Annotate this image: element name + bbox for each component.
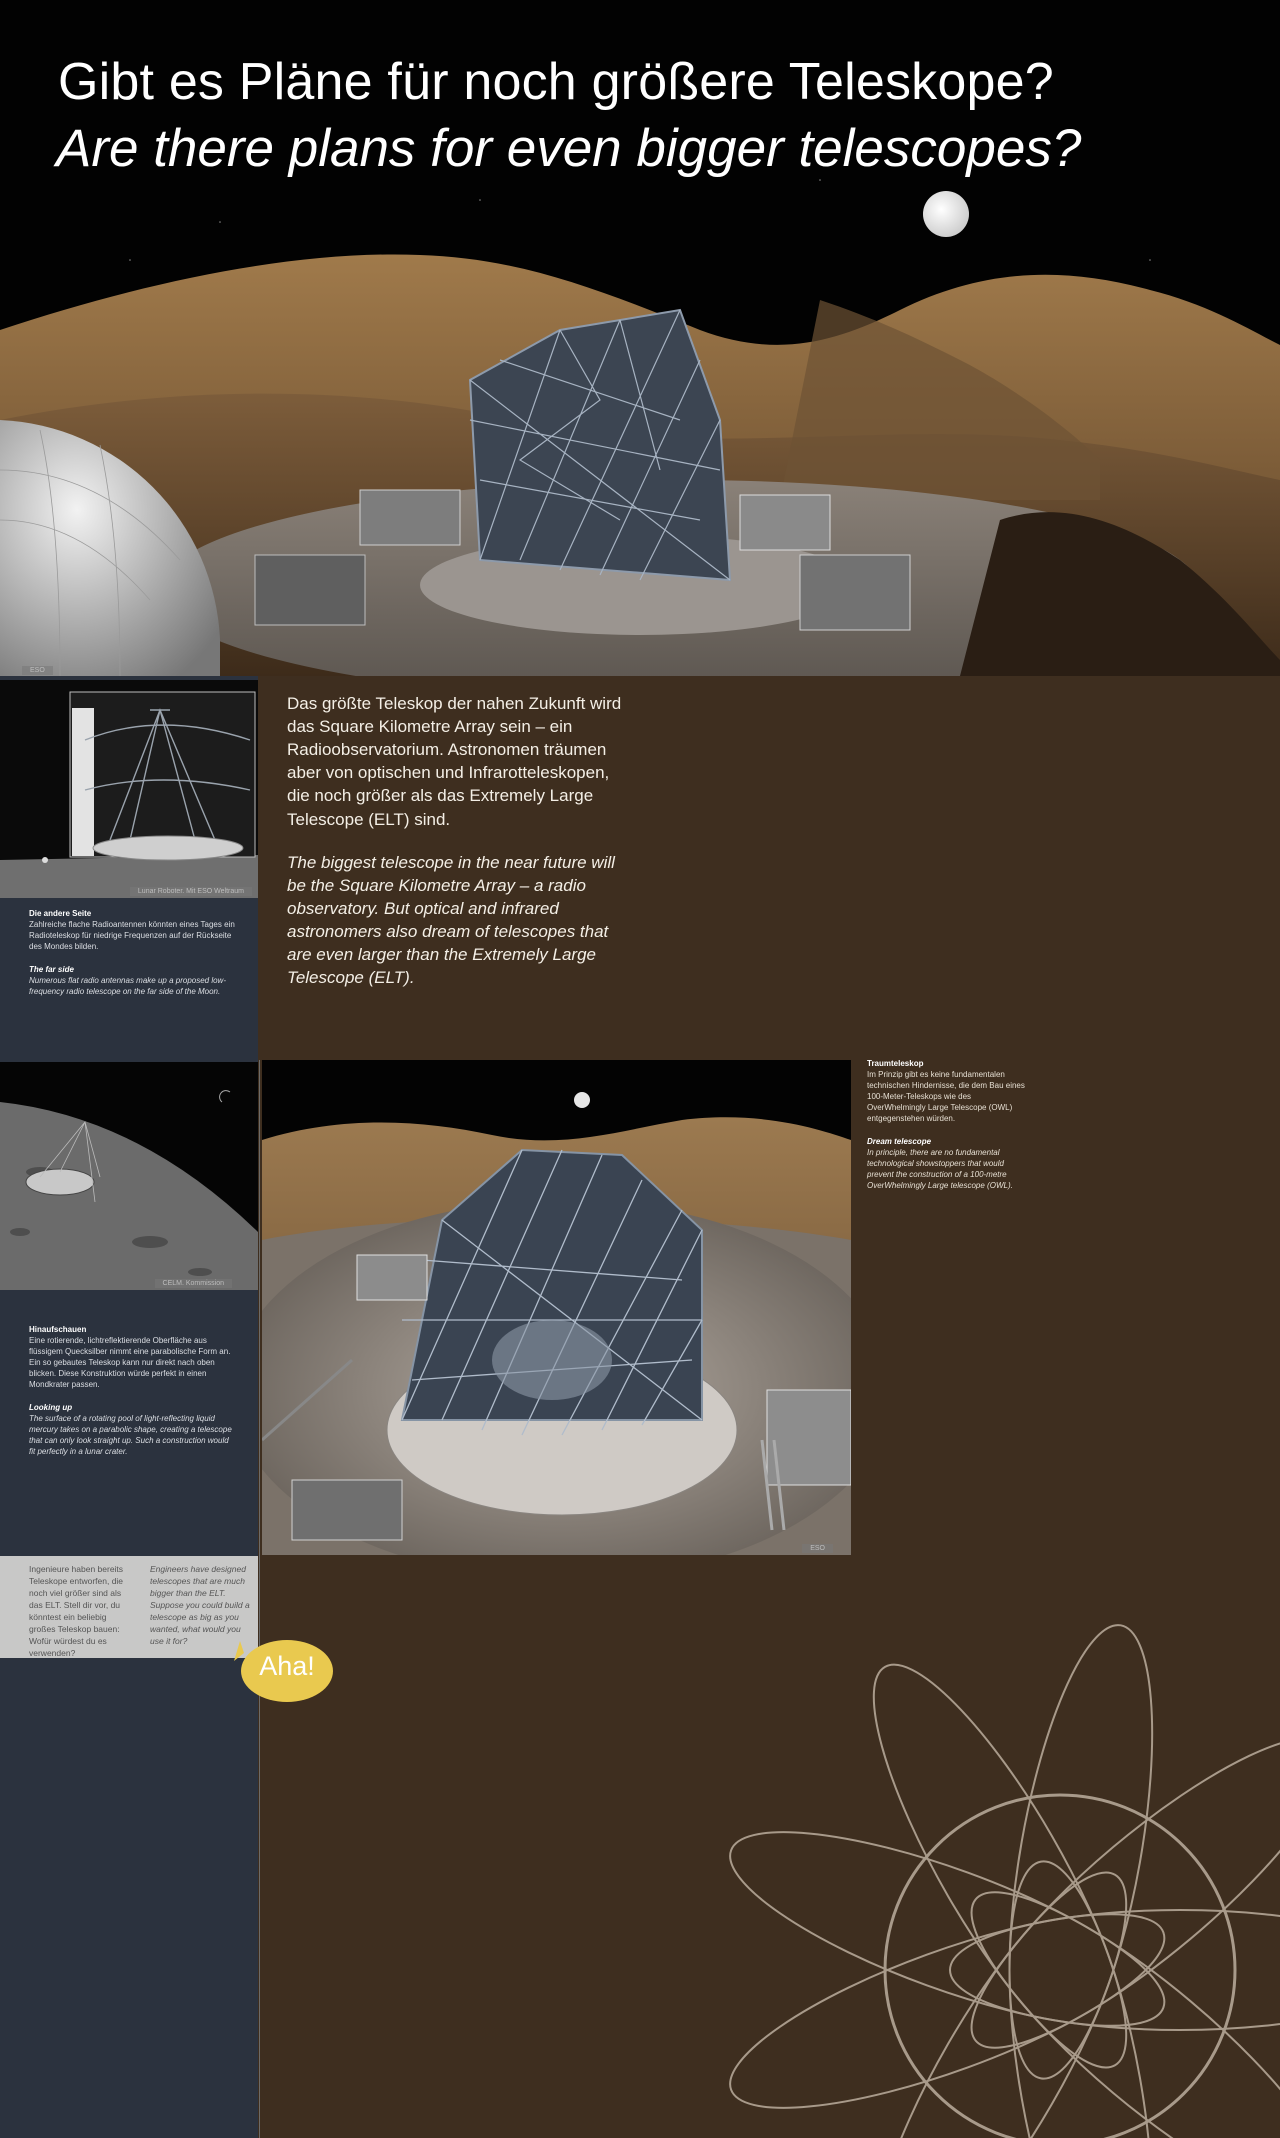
- main-body-text: [287, 692, 622, 1009]
- dream-text-en: In principle, there are no fundamental technological showstoppers that would prevent the construction of a 100-metre OverWhelmingly Large telescope (OWL).: [867, 1148, 1013, 1191]
- hero-image-owl-on-moon: [0, 0, 1280, 676]
- ornament-loop: [720, 1794, 1184, 2064]
- body-paragraph-de: Das größte Teleskop der nahen Zukunft wird das Square Kilometre Array sein – ein Radioobservatorium. Astronomen träumen aber von optischen und Infrarotteleskopen, die noch größer als das Extremely Large Telescope (ELT) sind.: [287, 694, 622, 829]
- spirograph-ornament: [720, 1560, 1280, 2138]
- body-paragraph-en: The biggest telescope in the near future will be the Square Kilometre Array – a radio observatory. But optical and infrared astronomers also dream of telescopes that are even larger than the Extremely Large Telescope (ELT).: [287, 852, 615, 988]
- far-side-text-de: Zahlreiche flache Radioantennen könnten eines Tages ein Radioteleskop für niedrige Frequenzen auf der Rückseite des Mondes bilden.: [29, 920, 235, 952]
- ornament-loop: [937, 1853, 1280, 2138]
- looking-up-heading-de: Hinaufschauen: [29, 1325, 87, 1334]
- question-box: [0, 1556, 258, 1658]
- ornament-ring: [885, 1795, 1235, 2138]
- looking-up-heading-en: Looking up: [29, 1403, 73, 1413]
- dream-telescope-image-credit: ESO: [802, 1544, 833, 1553]
- ornament-loop: [982, 1615, 1180, 2089]
- title-german: Gibt es Pläne für noch größere Teleskope?: [58, 53, 1054, 111]
- far-side-heading-en: The far side: [29, 965, 74, 975]
- question-text-en: Engineers have designed telescopes that are much bigger than the ELT. Suppose you could build a telescope as big as you wanted, what would you use it for?: [150, 1564, 250, 1647]
- far-side-image: [0, 680, 258, 898]
- ornament-loop: [720, 1876, 1184, 2138]
- title-english: Are there plans for even bigger telescopes?: [56, 119, 1082, 178]
- dream-heading-en: Dream telescope: [867, 1137, 932, 1147]
- liquid-mirror-image: [0, 1062, 258, 1290]
- far-side-image-credit: Lunar Roboter. Mit ESO Weltraum: [130, 887, 252, 896]
- image-credit: ESO: [22, 666, 53, 675]
- aha-label: Aha!: [259, 1651, 315, 1681]
- owl-telescope-illustration: [262, 1060, 851, 1555]
- radio-array-illustration: [0, 680, 258, 898]
- earth-moon-disc: [923, 191, 969, 237]
- far-side-caption: [0, 908, 258, 997]
- question-text-de: Ingenieure haben bereits Teleskope entworfen, die noch viel größer sind als das ELT. Stell dir vor, du könntest ein beliebig großes Teleskop bauen: Wofür würdest du es verwenden?: [29, 1564, 124, 1659]
- dream-telescope-image: [262, 1060, 851, 1555]
- dream-text-de: Im Prinzip gibt es keine fundamentalen technischen Hindernisse, die dem Bau eines 100-Meter-Teleskops wie des OverWhelmingly Large Telescope (OWL) entgegenstehen würden.: [867, 1070, 1025, 1124]
- looking-up-text-en: The surface of a rotating pool of light-reflecting liquid mercury takes on a parabolic shape, creating a telescope that can only look straight up. Such a construction would fit perfectly in a lunar crater.: [29, 1414, 232, 1457]
- left-sidebar: [0, 676, 258, 2138]
- looking-up-caption: [0, 1324, 258, 1457]
- dream-heading-de: Traumteleskop: [867, 1059, 924, 1068]
- looking-up-text-de: Eine rotierende, lichtreflektierende Oberfläche aus flüssigem Quecksilber nimmt eine parabolische Form an. Ein so gebautes Teleskop kann nur direkt nach oben blicken. Diese Konstruktion würde perfekt in einen Mondkrater passen.: [29, 1336, 231, 1390]
- liquid-mirror-image-credit: CELM. Kommission: [155, 1279, 232, 1288]
- liquid-mirror-illustration: [0, 1062, 258, 1290]
- far-side-text-en: Numerous flat radio antennas make up a proposed low-frequency radio telescope on the far side of the Moon.: [29, 976, 226, 997]
- far-side-heading-de: Die andere Seite: [29, 909, 92, 918]
- column-divider: [259, 1060, 260, 2138]
- dream-telescope-caption: [867, 1058, 1027, 1191]
